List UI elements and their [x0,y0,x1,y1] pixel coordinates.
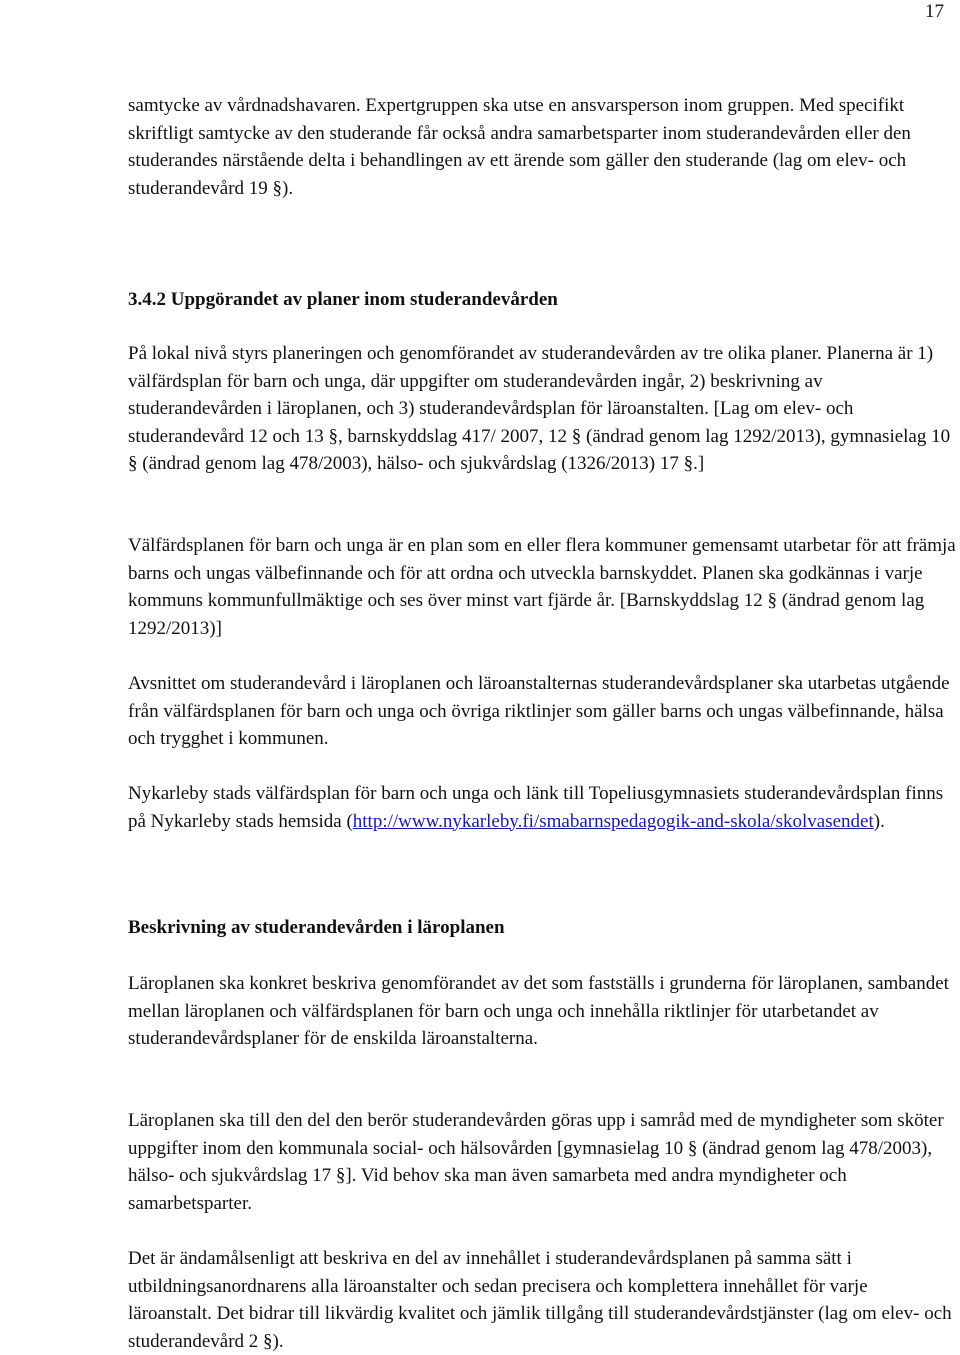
heading-text: 3.4.2 Uppgörandet av planer inom studerandevården [128,289,558,310]
paragraph-planning [128,340,956,478]
subsection-heading [128,914,956,942]
paragraph-student-welfare-plan [128,1245,956,1355]
paragraph-text-before: Nykarleby stads välfärdsplan för barn och unga och länk till Topeliusgymnasiets studerandevårdsplan finns på Nykarleby stads hemsida ( [128,783,944,832]
page-number: 17 [925,1,944,22]
paragraph-text-after: ). [873,810,885,832]
paragraph-text: samtycke av vårdnadshavaren. Expertgruppen ska utse en ansvarsperson inom gruppen. Med specifikt skriftligt samtycke av den studerande får också andra samarbetsparter inom studerandevården eller den studerandes närstående delta i behandlingen av ett ärende som gäller den studerande (lag om elev- och studerandevård 19 §). [128,95,911,199]
paragraph-welfare-plan [128,532,956,642]
paragraph-text: Avsnittet om studerandevård i läroplanen och läroanstalternas studerandevårdsplaner ska utarbetas utgående från välfärdsplanen för barn och unga och övriga riktlinjer som gäller barns och ungas välbefinnande, hälsa och trygghet i kommunen. [128,673,950,749]
paragraph-curriculum-description [128,970,956,1053]
heading-text: Beskrivning av studerandevården i läroplanen [128,917,505,938]
paragraph-text: Välfärdsplanen för barn och unga är en plan som en eller flera kommuner gemensamt utarbetar för att främja barns och ungas välbefinnande och för att ordna och utveckla barnskyddet. Planen ska godkännas i varje kommuns kommunfullmäktige och ses över minst vart fjärde år. [Barnskyddslag 12 § (ändrad genom lag 1292/2013)] [128,535,956,639]
paragraph-consent [128,92,956,202]
paragraph-curriculum-section [128,670,956,753]
paragraph-text [128,780,956,835]
paragraph-nykarleby [128,780,956,835]
paragraph-text: Det är ändamålsenligt att beskriva en del av innehållet i studerandevårdsplanen på samma sätt i utbildningsanordnarens alla läroanstalter och sedan precisera och komplettera innehållet för varje läroanstalt. Det bidrar till likvärdig kvalitet och jämlik tillgång till studerandevårdstjänster (lag om elev- och studerandevård 2 §). [128,1248,952,1352]
paragraph-text: Läroplanen ska till den del den berör studerandevården göras upp i samråd med de myndigheter som sköter uppgifter inom den kommunala social- och hälsovården [gymnasielag 10 § (ändrad genom lag 478/2003), hälso- och sjukvårdslag 17 §]. Vid behov ska man även samarbeta med andra myndigheter och samarbetsparter. [128,1110,944,1214]
section-heading [128,286,956,314]
paragraph-text: På lokal nivå styrs planeringen och genomförandet av studerandevården av tre olika planer. Planerna är 1) välfärdsplan för barn och unga, där uppgifter om studerandevården ingår, 2) beskrivning av studerandevården i läroplanen, och 3) studerandevårdsplan för läroanstalten. [Lag om elev- och studerandevård 12 och 13 §, barnskyddslag 417/ 2007, 12 § (ändrad genom lag 1292/2013), gymnasielag 10 § (ändrad genom lag 478/2003), hälso- och sjukvårdslag (1326/2013) 17 §.] [128,343,951,474]
paragraph-text: Läroplanen ska konkret beskriva genomförandet av det som fastställs i grunderna för läroplanen, sambandet mellan läroplanen och välfärdsplanen för barn och unga och innehålla riktlinjer för utarbetandet av studerandevårdsplaner för de enskilda läroanstalterna. [128,973,949,1049]
nykarleby-link[interactable]: http://www.nykarleby.fi/smabarnspedagogik-and-skola/skolvasendet [352,810,874,832]
paragraph-curriculum-consultation [128,1107,956,1217]
